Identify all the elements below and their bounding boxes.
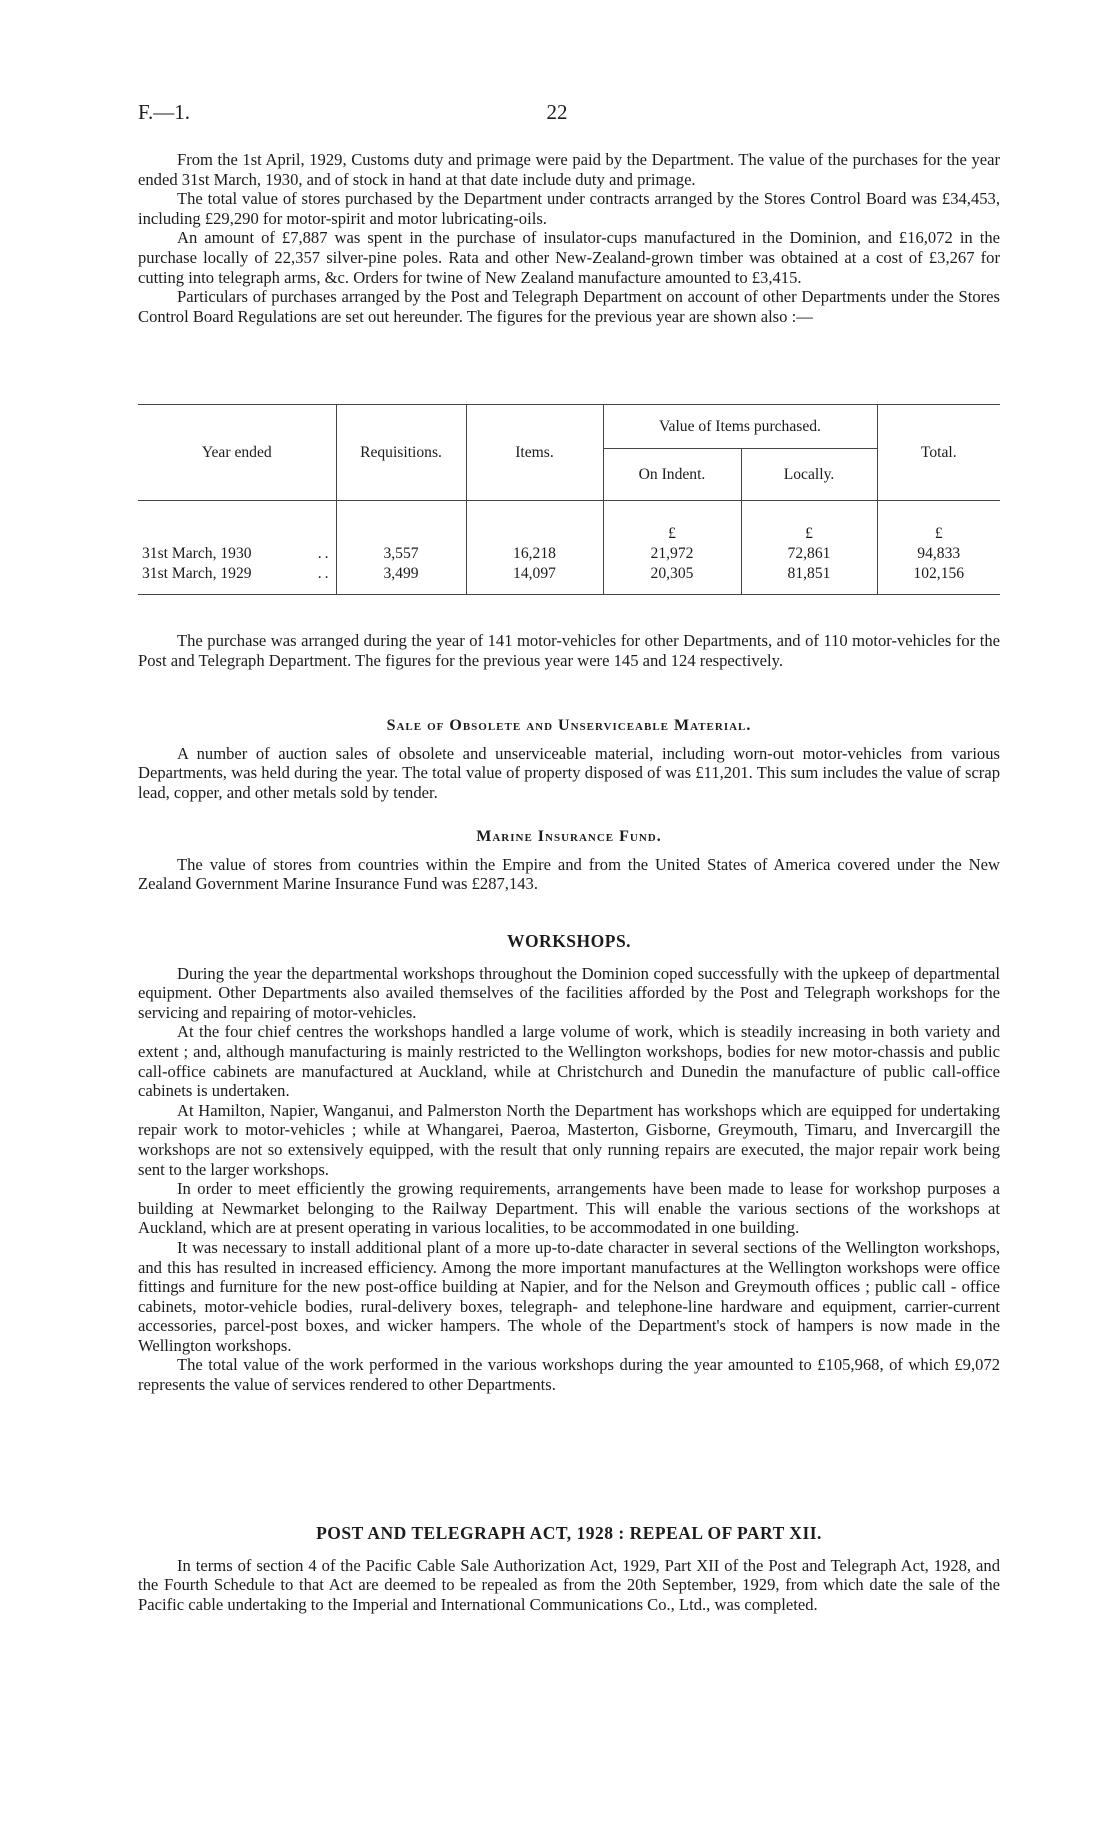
row-year: 31st March, 1930 <box>142 544 252 562</box>
paragraph: During the year the departmental workshops throughout the Dominion coped successfully with the upkeep of departmental equipment. Other Departments also availed themselves of the facilities afforded by the Post and Telegraph workshops for the servicing and repairing of motor-vehicles. <box>138 963 1000 1022</box>
row-total: 94,833 <box>877 543 1000 565</box>
section-heading: Sale of Obsolete and Unserviceable Material. <box>386 717 752 734</box>
header-value-group: Value of Items purchased. <box>603 405 877 449</box>
row-year-cell <box>138 543 336 565</box>
row-total: 102,156 <box>877 565 1000 595</box>
document-reference: F.—1. <box>138 100 190 124</box>
header-total: Total. <box>877 405 1000 501</box>
paragraph: The purchase was arranged during the year of 141 motor-vehicles for other Departments, and of 110 motor-vehicles for the Post and Telegraph Department. The figures for the previous year were 145 and 124 respectively. <box>138 631 1000 670</box>
row-requisitions: 3,557 <box>336 543 466 565</box>
header-locally: Locally. <box>741 449 877 501</box>
paragraph: From the 1st April, 1929, Customs duty and primage were paid by the Department. The value of the purchases for the year ended 31st March, 1930, and of stock in hand at that date include duty and primage. <box>138 150 1000 189</box>
marine-insurance-section <box>138 827 1000 894</box>
table-row <box>138 543 1000 565</box>
section-heading: WORKSHOPS. <box>506 931 632 951</box>
motor-vehicles-section <box>138 631 1000 670</box>
purchases-table <box>138 404 1000 595</box>
currency-symbol: £ <box>741 501 877 543</box>
paragraph: The total value of the work performed in the various workshops during the year amounted to £105,968, of which £9,072 represents the value of services rendered to other Departments. <box>138 1355 1000 1395</box>
header-requisitions: Requisitions. <box>336 405 466 501</box>
header-items: Items. <box>466 405 603 501</box>
paragraph: At Hamilton, Napier, Wanganui, and Palmerston North the Department has workshops which are equipped for undertaking repair work to motor-vehicles ; while at Whangarei, Paeroa, Masterton, Gisborne, Greymouth, Timaru, and Invercargill the workshops are not so extensively equipped, with the result that only running repairs are executed, the major repair work being sent to the larger workshops. <box>138 1100 1000 1179</box>
paragraph: Particulars of purchases arranged by the Post and Telegraph Department on account of other Departments under the Stores Control Board Regulations are set out hereunder. The figures for the previous year are shown also :— <box>138 287 1000 326</box>
currency-symbol: £ <box>877 501 1000 543</box>
row-requisitions: 3,499 <box>336 565 466 595</box>
act-repeal-section <box>138 1524 1000 1614</box>
paragraph: An amount of £7,887 was spent in the purchase of insulator-cups manufactured in the Dominion, and £16,072 in the purchase locally of 22,357 silver-pine poles. Rata and other New-Zealand-grown timber was obtained at a cost of £3,267 for cutting into telegraph arms, &c. Orders for twine of New Zealand manufacture amounted to £3,415. <box>138 228 1000 287</box>
row-items: 16,218 <box>466 543 603 565</box>
row-locally: 81,851 <box>741 565 877 595</box>
workshops-section <box>138 932 1000 1395</box>
page-number: 22 <box>546 100 568 124</box>
sale-section <box>138 716 1000 802</box>
row-on-indent: 21,972 <box>603 543 741 565</box>
paragraph: A number of auction sales of obsolete and unserviceable material, including worn-out motor-vehicles from various Departments, was held during the year. The total value of property disposed of was £11,201. This sum includes the value of scrap lead, copper, and other metals sold by tender. <box>138 743 1000 802</box>
paragraph: In order to meet efficiently the growing requirements, arrangements have been made to lease for workshop purposes a building at Newmarket belonging to the Railway Department. This will enable the various sections of the workshops at Auckland, which are at present operating in various localities, to be accommodated in one building. <box>138 1179 1000 1238</box>
table-row <box>138 565 1000 595</box>
intro-section <box>138 150 1000 326</box>
section-heading: POST AND TELEGRAPH ACT, 1928 : REPEAL OF PART XII. <box>316 1523 822 1543</box>
row-year-cell <box>138 565 336 595</box>
paragraph: The total value of stores purchased by the Department under contracts arranged by the Stores Control Board was £34,453, including £29,290 for motor-spirit and motor lubricating-oils. <box>138 189 1000 228</box>
header-on-indent: On Indent. <box>603 449 741 501</box>
section-heading: Marine Insurance Fund. <box>476 828 662 845</box>
row-leader-dots: .. <box>317 544 332 562</box>
paragraph: At the four chief centres the workshops handled a large volume of work, which is steadily increasing in both variety and extent ; and, although manufacturing is mainly restricted to the Wellington workshops, bodies for new motor-chassis and public call-office cabinets are manufactured at Auckland, while at Christchurch and Dunedin the manufacture of public call-office cabinets is undertaken. <box>138 1022 1000 1101</box>
currency-symbol: £ <box>603 501 741 543</box>
paragraph: It was necessary to install additional plant of a more up-to-date character in several sections of the Wellington workshops, and this has resulted in increased efficiency. Among the more important manufactures at the Wellington workshops were office fittings and furniture for the new post-office building at Napier, and for the Nelson and Greymouth offices ; public call - office cabinets, motor-vehicle bodies, rural-delivery boxes, telegraph- and telephone-line hardware and equipment, carrier-current accessories, parcel-post boxes, and wicker hampers. The whole of the Department's stock of hampers is now made in the Wellington workshops. <box>138 1237 1000 1355</box>
row-locally: 72,861 <box>741 543 877 565</box>
paragraph: The value of stores from countries within the Empire and from the United States of America covered under the New Zealand Government Marine Insurance Fund was £287,143. <box>138 854 1000 894</box>
row-on-indent: 20,305 <box>603 565 741 595</box>
paragraph: In terms of section 4 of the Pacific Cable Sale Authorization Act, 1929, Part XII of the Post and Telegraph Act, 1928, and the Fourth Schedule to that Act are deemed to be repealed as from the 20th September, 1929, from which date the sale of the Pacific cable undertaking to the Imperial and International Communications Co., Ltd., was completed. <box>138 1555 1000 1614</box>
header-year-ended: Year ended <box>201 443 272 461</box>
row-year: 31st March, 1929 <box>142 564 252 582</box>
row-leader-dots: .. <box>317 564 332 582</box>
row-items: 14,097 <box>466 565 603 595</box>
